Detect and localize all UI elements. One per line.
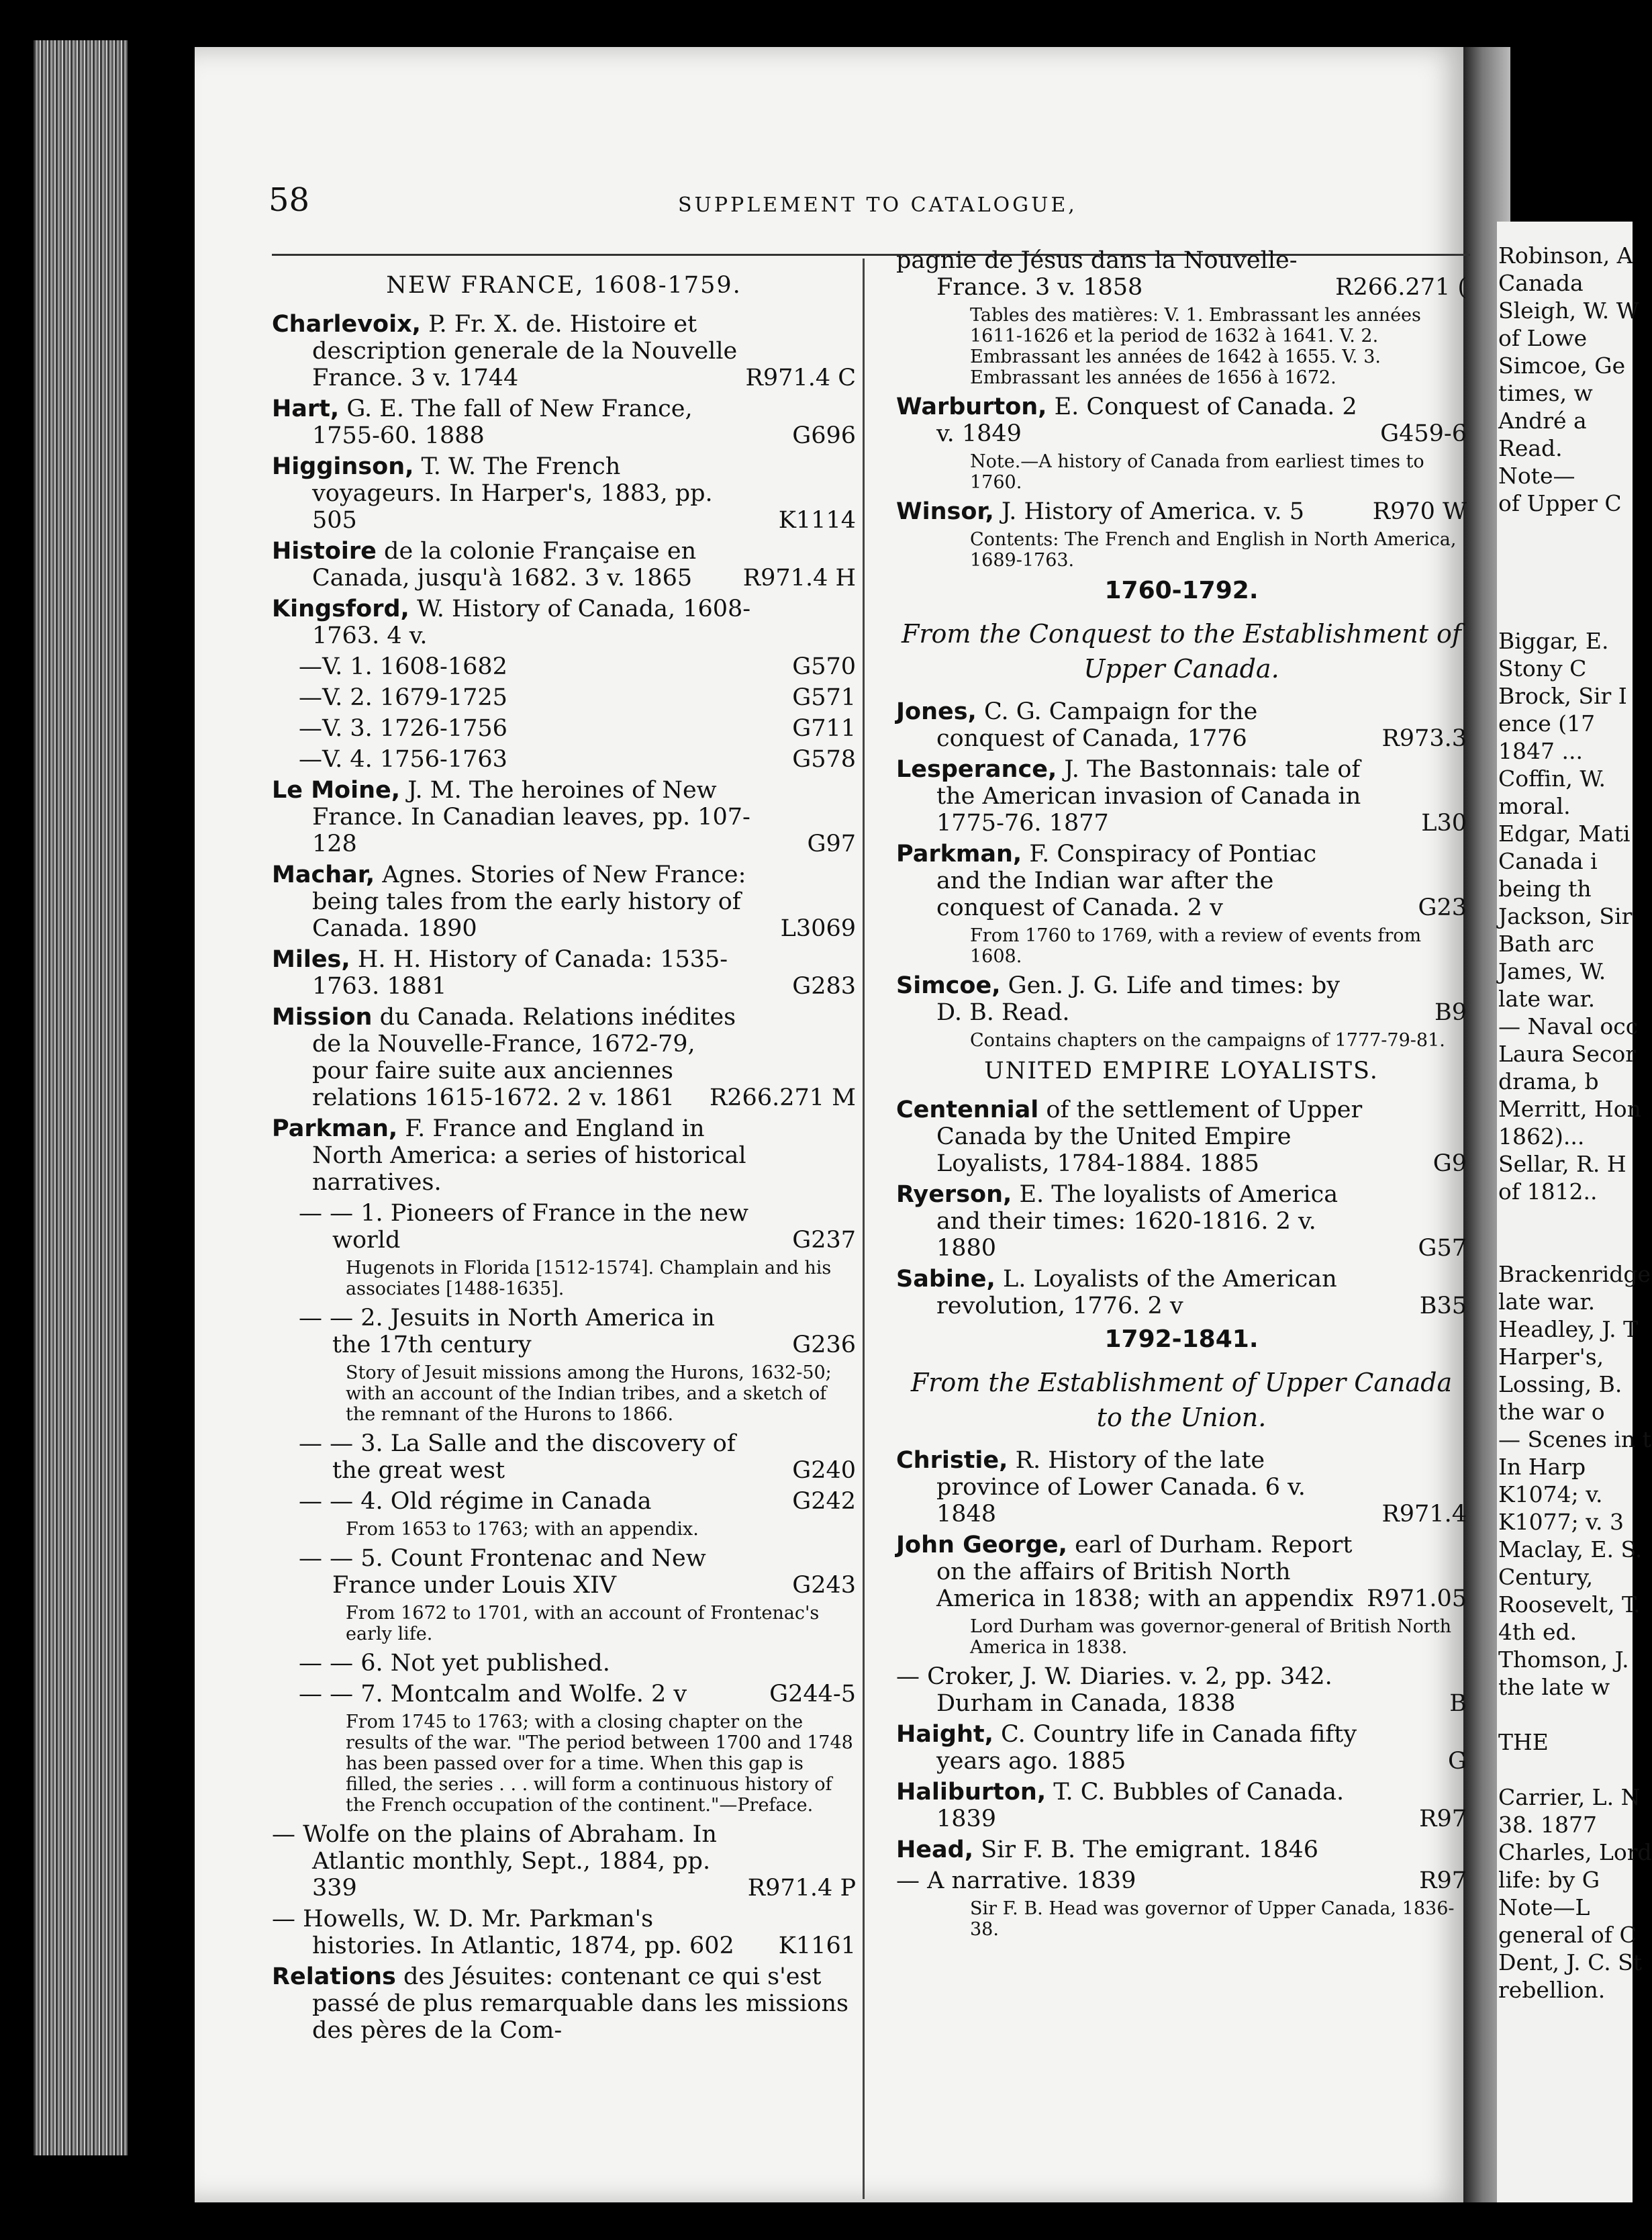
catalogue-entry xyxy=(896,756,1467,837)
entry-text: T. W. The French voyageurs. In Harper's, 1883, pp. 505 xyxy=(312,453,713,534)
facing-page-line xyxy=(1498,1233,1652,1260)
facing-page-line xyxy=(1498,1701,1652,1728)
column-rule xyxy=(863,259,865,2199)
catalogue-entry xyxy=(272,1650,856,1677)
catalogue-entry xyxy=(272,653,856,680)
facing-page-line: Lossing, B. xyxy=(1498,1371,1622,1397)
entry-text: E. Conquest of Canada. 2 v. 1849 xyxy=(936,393,1357,447)
catalogue-entry xyxy=(272,684,856,711)
entry-text: J. M. The heroines of New France. In Canadian leaves, pp. 107-128 xyxy=(312,777,750,857)
entry-text: —V. 2. 1679-1725 xyxy=(299,684,507,711)
left-column xyxy=(272,265,856,2048)
facing-page-line: Brock, Sir I xyxy=(1498,683,1627,709)
call-number: R97 xyxy=(1419,1806,1467,1832)
facing-page-line: In Harp xyxy=(1498,1454,1586,1480)
catalogue-entry xyxy=(272,453,856,534)
facing-page-line: Stony C xyxy=(1498,655,1587,682)
section-title: 1760-1792. xyxy=(1104,577,1259,604)
entry-text: — — 3. La Salle and the discovery of the great west xyxy=(299,1430,736,1484)
page-header xyxy=(269,181,1470,222)
catalogue-entry xyxy=(272,715,856,742)
catalogue-entry xyxy=(896,1721,1467,1775)
catalogue-entry xyxy=(272,1004,856,1111)
catalogue-entry xyxy=(272,777,856,857)
facing-page-line: being th xyxy=(1498,876,1592,902)
catalogue-entry xyxy=(896,1867,1467,1894)
facing-page-line: André a xyxy=(1498,408,1587,434)
catalogue-entry xyxy=(272,538,856,592)
call-number: G9 xyxy=(1432,1150,1467,1177)
catalogue-entry xyxy=(896,841,1467,921)
entry-author: Christie, xyxy=(896,1447,1008,1474)
facing-page-line: Coffin, W. xyxy=(1498,765,1606,792)
facing-page-line: Sellar, R. H xyxy=(1498,1151,1626,1177)
facing-page-line xyxy=(1498,545,1652,572)
catalogue-entry xyxy=(896,393,1467,447)
entry-note: From 1672 to 1701, with an account of Frontenac's early life. xyxy=(346,1603,820,1644)
entry-text: C. Country life in Canada fifty years ago. 1885 xyxy=(936,1721,1357,1775)
call-number: G57 xyxy=(1418,1235,1467,1262)
call-number: R971.05 xyxy=(1367,1585,1467,1612)
entry-text: — — 6. Not yet published. xyxy=(299,1650,610,1677)
call-number: B9 xyxy=(1435,999,1467,1026)
catalogue-entry xyxy=(272,395,856,449)
entry-author: Parkman, xyxy=(896,841,1022,868)
entry-text: T. C. Bubbles of Canada. 1839 xyxy=(936,1779,1345,1832)
call-number: K1114 xyxy=(778,507,856,534)
entry-text: — Howells, W. D. Mr. Parkman's histories. In Atlantic, 1874, pp. 602 xyxy=(272,1906,734,1959)
facing-page-line: of Lowe xyxy=(1498,325,1588,351)
call-number: G236 xyxy=(792,1332,856,1358)
call-number: R266.271 M xyxy=(709,1084,856,1111)
entry-author: Ryerson, xyxy=(896,1181,1012,1208)
catalogue-entry xyxy=(272,946,856,1000)
call-number: G571 xyxy=(792,684,856,711)
facing-page-line: Harper's, xyxy=(1498,1344,1604,1370)
facing-page-line xyxy=(1498,1756,1652,1783)
call-number: G97 xyxy=(807,831,856,857)
entry-note: Contents: The French and English in North America, 1689-1763. xyxy=(970,529,1457,571)
catalogue-entry xyxy=(896,1447,1467,1528)
entry-author: Haight, xyxy=(896,1721,993,1748)
entry-text: — Croker, J. W. Diaries. v. 2, pp. 342. Durham in Canada, 1838 xyxy=(896,1663,1332,1717)
call-number: G240 xyxy=(792,1457,856,1484)
section-title: NEW FRANCE, 1608-1759. xyxy=(386,272,742,299)
entry-text: — — 1. Pioneers of France in the new world xyxy=(299,1200,748,1254)
facing-page-line: moral. xyxy=(1498,793,1571,819)
catalogue-entry xyxy=(272,311,856,391)
facing-page-line: 38. 1877 xyxy=(1498,1812,1597,1838)
call-number: B35 xyxy=(1419,1293,1467,1319)
entry-author: Warburton, xyxy=(896,393,1047,420)
catalogue-entry xyxy=(896,1181,1467,1262)
entry-text: C. G. Campaign for the conquest of Canada, 1776 xyxy=(936,698,1258,752)
call-number: R971.4 H xyxy=(742,565,856,592)
entry-text: R. History of the late province of Lower Canada. 6 v. 1848 xyxy=(936,1447,1306,1528)
catalogue-entry xyxy=(896,1779,1467,1832)
entry-author: Jones, xyxy=(896,698,977,725)
entry-note: Story of Jesuit missions among the Hurons, 1632-50; with an account of the Indian tribes, and a sketch of the remnant of the Hurons to 1866. xyxy=(346,1362,832,1425)
call-number: G243 xyxy=(792,1572,856,1599)
entry-author: Haliburton, xyxy=(896,1779,1047,1806)
entry-text: —V. 1. 1608-1682 xyxy=(299,653,507,680)
facing-page-line: of 1812.. xyxy=(1498,1178,1598,1205)
catalogue-entry xyxy=(272,1821,856,1902)
entry-note: From 1745 to 1763; with a closing chapter on the results of the war. "The period between 1700 and 1748 has been passed over for a time. When this gap is filled, the series . . . will form a continuous history of the French occupation of the continent."—Preface. xyxy=(346,1712,853,1816)
facing-page-line: times, w xyxy=(1498,380,1593,406)
section-title: UNITED EMPIRE LOYALISTS. xyxy=(984,1058,1379,1084)
facing-page-line: general of C xyxy=(1498,1922,1637,1948)
entry-text: E. The loyalists of America and their times: 1620-1816. 2 v. 1880 xyxy=(936,1181,1339,1262)
call-number: G696 xyxy=(792,422,856,449)
facing-page-line: Carrier, L. N xyxy=(1498,1784,1641,1810)
entry-text: — — 5. Count Frontenac and New France under Louis XIV xyxy=(299,1545,706,1599)
facing-page-line: late war. xyxy=(1498,986,1596,1012)
call-number: G237 xyxy=(792,1227,856,1254)
facing-page-line: Dent, J. C. St xyxy=(1498,1949,1643,1975)
facing-page-line: Note—L xyxy=(1498,1894,1590,1920)
call-number: G459-6 xyxy=(1380,420,1467,447)
facing-page-line: 4th ed. xyxy=(1498,1619,1577,1645)
facing-page-line: Simcoe, Ge xyxy=(1498,353,1626,379)
entry-text: J. The Bastonnais: tale of the American invasion of Canada in 1775-76. 1877 xyxy=(936,756,1361,837)
call-number: R97 xyxy=(1419,1867,1467,1894)
facing-page-line: Century, xyxy=(1498,1564,1594,1590)
facing-page-line xyxy=(1498,1205,1652,1233)
call-number: G244-5 xyxy=(769,1681,856,1708)
section-title: 1792-1841. xyxy=(1104,1325,1259,1353)
call-number: G xyxy=(1448,1748,1467,1775)
entry-text: W. History of Canada, 1608-1763. 4 v. xyxy=(312,596,751,649)
entry-text: P. Fr. X. de. Histoire et description generale de la Nouvelle France. 3 v. 1744 xyxy=(312,311,738,391)
section-subtitle: From the Establishment of Upper Canada to the Union. xyxy=(910,1368,1453,1432)
catalogue-entry xyxy=(896,1532,1467,1612)
call-number: G242 xyxy=(792,1488,856,1515)
facing-page-line: Brackenridge xyxy=(1498,1261,1651,1287)
catalogue-entry xyxy=(272,1305,856,1358)
catalogue-entry: pagnie de Jésus dans la Nouvelle-France. 3 v. 1858 R266.271 ( xyxy=(896,247,1467,301)
entry-note: Sir F. B. Head was governor of Upper Canada, 1836-38. xyxy=(970,1898,1455,1940)
facing-page-line: Merritt, Hon xyxy=(1498,1096,1641,1122)
catalogue-entry xyxy=(896,698,1467,752)
facing-page-line: 1847 ... xyxy=(1498,738,1583,764)
entry-author: Hart, xyxy=(272,395,340,422)
facing-page-line: Bath arc xyxy=(1498,931,1594,957)
catalogue-entry xyxy=(272,1545,856,1599)
entry-text: earl of Durham. Report on the affairs of British North America in 1838; with an appendix xyxy=(936,1532,1354,1612)
entry-text: J. History of America. v. 5 xyxy=(1001,498,1305,525)
call-number: L3069 xyxy=(780,915,856,942)
entry-text: — — 7. Montcalm and Wolfe. 2 v xyxy=(299,1681,687,1708)
entry-author: Kingsford, xyxy=(272,596,409,622)
entry-note: Lord Durham was governor-general of British North America in 1838. xyxy=(970,1616,1451,1658)
entry-author: Winsor, xyxy=(896,498,994,525)
catalogue-entry xyxy=(272,1430,856,1484)
entry-text: Sir F. B. The emigrant. 1846 xyxy=(981,1836,1318,1863)
facing-page-line: of Upper C xyxy=(1498,490,1622,516)
facing-page-line: Read. xyxy=(1498,435,1563,461)
entry-author: Le Moine, xyxy=(272,777,401,804)
facing-page-line: ence (17 xyxy=(1498,710,1596,737)
catalogue-entry xyxy=(272,596,856,649)
call-number: G570 xyxy=(792,653,856,680)
entry-text: H. H. History of Canada: 1535-1763. 1881 xyxy=(312,946,728,1000)
facing-page-line: Sleigh, W. W xyxy=(1498,297,1639,324)
right-column xyxy=(896,247,1467,1945)
facing-page-line: — Naval occ xyxy=(1498,1013,1639,1039)
facing-page-line: 1862)... xyxy=(1498,1123,1585,1150)
facing-page-line: Robinson, A xyxy=(1498,242,1633,269)
facing-page-line: Canada i xyxy=(1498,848,1598,874)
entry-note: Hugenots in Florida [1512-1574]. Champlain and his associates [1488-1635]. xyxy=(346,1258,832,1299)
facing-page-line: Charles, Lord xyxy=(1498,1839,1652,1865)
facing-page-line: the war o xyxy=(1498,1399,1605,1425)
entry-author: Head, xyxy=(896,1836,973,1863)
section-subtitle: From the Conquest to the Establishment of Upper Canada. xyxy=(902,619,1461,684)
facing-page-line: Note— xyxy=(1498,463,1575,489)
entry-note: Contains chapters on the campaigns of 1777-79-81. xyxy=(970,1030,1445,1051)
facing-page-line: Headley, J. T xyxy=(1498,1316,1639,1342)
entry-text: — — 4. Old régime in Canada xyxy=(299,1488,652,1515)
running-head: SUPPLEMENT TO CATALOGUE, xyxy=(678,193,1077,217)
catalogue-entry xyxy=(896,498,1467,525)
entry-text: — A narrative. 1839 xyxy=(896,1867,1136,1894)
entry-author: Histoire xyxy=(272,538,377,565)
entry-text: F. Conspiracy of Pontiac and the Indian war after the conquest of Canada. 2 v xyxy=(936,841,1317,921)
entry-note: Note.—A history of Canada from earliest times to 1760. xyxy=(970,451,1424,493)
call-number: R971.4 xyxy=(1381,1501,1467,1528)
entry-author: Charlevoix, xyxy=(272,311,421,338)
entry-author: Higginson, xyxy=(272,453,414,480)
entry-author: Miles, xyxy=(272,946,350,973)
entry-text: —V. 3. 1726-1756 xyxy=(299,715,507,742)
facing-page-line: THE xyxy=(1498,1729,1549,1755)
facing-page-line: Edgar, Mati xyxy=(1498,821,1631,847)
entry-text: — — 2. Jesuits in North America in the 17th century xyxy=(299,1305,715,1358)
call-number: R970 W xyxy=(1372,498,1467,525)
catalogue-entry xyxy=(272,1906,856,1959)
entry-note: From 1653 to 1763; with an appendix. xyxy=(346,1519,699,1540)
facing-page-line xyxy=(1498,517,1652,545)
entry-text: G. E. The fall of New France, 1755-60. 1888 xyxy=(312,395,693,449)
catalogue-entry: Relations des Jésuites: contenant ce qui s'est passé de plus remarquable dans les missions des pères de la Com- xyxy=(272,1963,848,2044)
page-number: 58 xyxy=(269,181,310,219)
entry-text: L. Loyalists of the American revolution, 1776. 2 v xyxy=(936,1266,1337,1319)
entry-note: From 1760 to 1769, with a review of events from 1608. xyxy=(970,925,1422,967)
facing-page-line: Biggar, E. xyxy=(1498,628,1609,654)
entry-author: Centennial xyxy=(896,1096,1039,1123)
catalogue-entry xyxy=(272,1200,856,1254)
facing-page-line: life: by G xyxy=(1498,1867,1600,1893)
entry-text: de la colonie Française en Canada, jusqu'à 1682. 3 v. 1865 xyxy=(312,538,697,592)
call-number: R971.4 C xyxy=(745,365,856,391)
facing-page-line: the late w xyxy=(1498,1674,1610,1700)
entry-note: Tables des matières: V. 1. Embrassant les années 1611-1626 et la period de 1632 à 1641. V. 2. Embrassant les années de 1642 à 1655. V. 3. Embrassant les années de 1656 à 1672. xyxy=(970,305,1421,388)
facing-page-line xyxy=(1498,600,1652,627)
entry-author: Simcoe, xyxy=(896,972,1001,999)
page-edges xyxy=(34,40,128,2155)
facing-page-line: Thomson, J. xyxy=(1498,1646,1629,1673)
catalogue-entry xyxy=(896,1096,1467,1177)
facing-page-line: Maclay, E. S. xyxy=(1498,1536,1643,1562)
entry-author: John George, xyxy=(896,1532,1067,1558)
facing-page-line: James, W. xyxy=(1498,958,1606,984)
call-number: L30 xyxy=(1421,810,1467,837)
entry-author: Lesperance, xyxy=(896,756,1057,783)
entry-text: F. France and England in North America: a series of historical narratives. xyxy=(312,1115,746,1196)
catalogue-entry xyxy=(896,1266,1467,1319)
call-number: R973.3 xyxy=(1381,725,1467,752)
facing-page-line: — Scenes in t xyxy=(1498,1426,1651,1452)
facing-page-line: rebellion. xyxy=(1498,1977,1606,2003)
entry-author: Parkman, xyxy=(272,1115,398,1142)
catalogue-entry xyxy=(272,1681,856,1708)
facing-page-text xyxy=(1498,242,1652,2004)
entry-author: Mission xyxy=(272,1004,373,1031)
entry-text: Gen. J. G. Life and times: by D. B. Read. xyxy=(936,972,1341,1026)
catalogue-entry xyxy=(272,1115,856,1196)
entry-text: du Canada. Relations inédites de la Nouvelle-France, 1672-79, pour faire suite aux anciennes relations 1615-1672. 2 v. 1861 xyxy=(312,1004,736,1111)
call-number: G578 xyxy=(792,746,856,773)
entry-text: Agnes. Stories of New France: being tales from the early history of Canada. 1890 xyxy=(312,861,746,942)
facing-page-line: Jackson, Sir xyxy=(1498,903,1633,929)
facing-page-line xyxy=(1498,572,1652,600)
facing-page-line: K1074; v. xyxy=(1498,1481,1603,1507)
call-number: G711 xyxy=(792,715,856,742)
call-number: G283 xyxy=(792,973,856,1000)
facing-page-line: late war. xyxy=(1498,1289,1596,1315)
call-number: R971.4 P xyxy=(747,1875,856,1902)
facing-page-line: Roosevelt, T. xyxy=(1498,1591,1641,1618)
entry-text: of the settlement of Upper Canada by the United Empire Loyalists, 1784-1884. 1885 xyxy=(936,1096,1363,1177)
catalogue-entry xyxy=(272,861,856,942)
facing-page-line: drama, b xyxy=(1498,1068,1599,1094)
entry-author: Machar, xyxy=(272,861,375,888)
entry-text: —V. 4. 1756-1763 xyxy=(299,746,507,773)
call-number: B xyxy=(1449,1690,1467,1717)
call-number: K1161 xyxy=(778,1932,856,1959)
facing-page-line: Canada xyxy=(1498,270,1584,296)
catalogue-entry xyxy=(272,746,856,773)
catalogue-entry xyxy=(896,972,1467,1026)
entry-author: Sabine, xyxy=(896,1266,995,1293)
call-number: G23 xyxy=(1418,894,1467,921)
catalogue-entry xyxy=(896,1663,1467,1717)
facing-page-line: K1077; v. 3 xyxy=(1498,1509,1624,1535)
facing-page-line: Laura Secor xyxy=(1498,1041,1637,1067)
catalogue-entry xyxy=(896,1836,1467,1863)
entry-text: — Wolfe on the plains of Abraham. In Atlantic monthly, Sept., 1884, pp. 339 xyxy=(272,1821,717,1902)
catalogue-entry xyxy=(272,1488,856,1515)
